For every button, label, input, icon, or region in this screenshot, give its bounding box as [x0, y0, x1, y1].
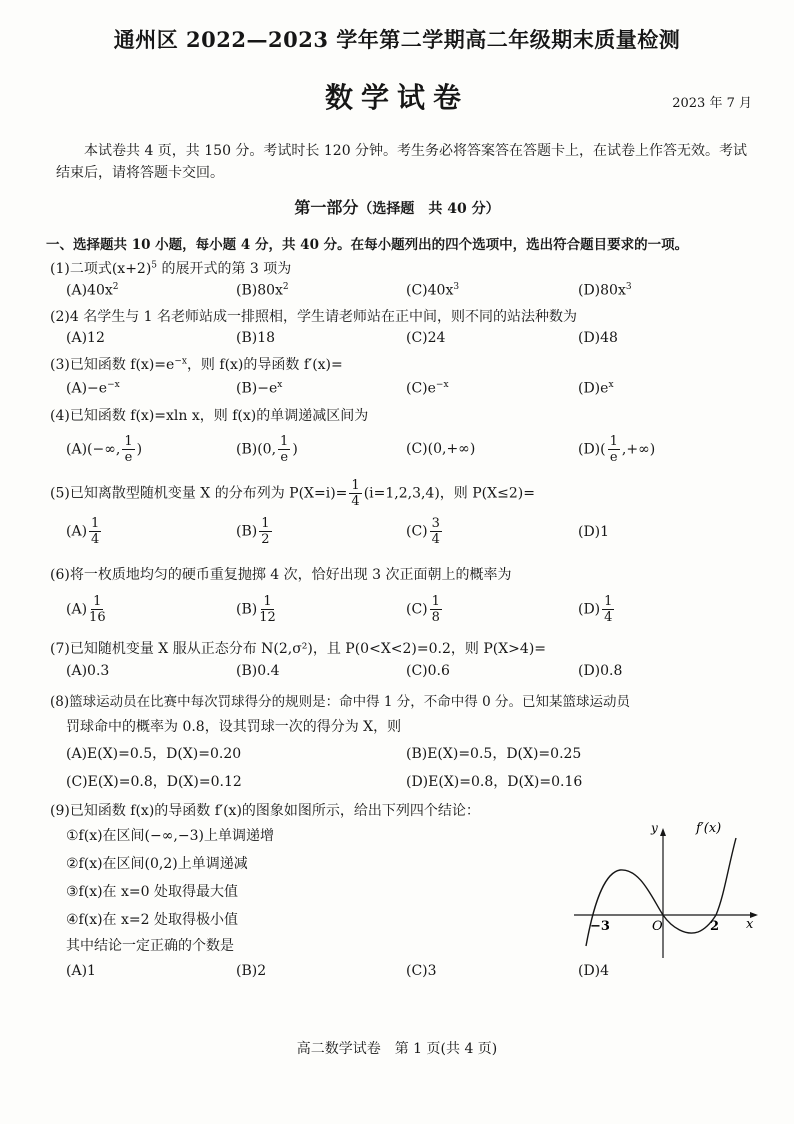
q9-stem: (9)已知函数 f(x)的导函数 f′(x)的图象如图所示，给出下列四个结论：: [50, 803, 480, 819]
q7-option-a: (A)0.3: [66, 663, 110, 679]
q4-option-c: (C)(0,+∞): [406, 441, 476, 457]
q5-option-d: (D)1: [578, 524, 610, 540]
part-one-heading: [0, 195, 794, 218]
q5-option-c: (C) $\frac{3}{4}$: [406, 516, 440, 547]
part-one-title: 第一部分: [294, 198, 359, 217]
q3-option-d: $(D)e^x$: [578, 380, 614, 397]
q9-statement-4: ④f(x)在 x=2 处取得极小值: [66, 912, 238, 928]
q6-option-b: (B) $\frac{1}{12}$: [236, 594, 276, 625]
exam-intro: 本试卷共 4 页，共 150 分。考试时长 120 分钟。考生务必将答案答在答题卡上，在试卷上作答无效。考试结束后，请将答题卡交回。: [56, 143, 748, 181]
q9-option-d: (D)4: [578, 963, 610, 979]
q9-option-c: (C)3: [406, 963, 437, 979]
q4-option-a: (A)(−∞, $\frac{1}{e}$ ): [66, 434, 143, 465]
q7-option-d: (D)0.8: [578, 663, 623, 679]
q5-option-a: (A) $\frac{1}{4}$: [66, 516, 100, 547]
derivative-graph: [568, 818, 768, 968]
q7-option-c: (C)0.6: [406, 663, 450, 679]
q2-option-c: (C)24: [406, 330, 446, 346]
q2-option-b: (B)18: [236, 330, 276, 346]
q1-option-d: $(D)80x^3$: [578, 282, 632, 299]
q6-option-d: (D) $\frac{1}{4}$: [578, 594, 613, 625]
q3-option-c: $(C)e^{-x}$: [406, 380, 449, 397]
q8-stem-line2: 罚球命中的概率为 0.8，设其罚球一次的得分为 X，则: [66, 719, 402, 735]
q9-question: 其中结论一定正确的个数是: [66, 938, 234, 954]
q8-option-a: (A)E(X)=0.5，D(X)=0.20: [66, 746, 242, 762]
q1-option-a: $(A)40x^2$: [66, 282, 119, 299]
q6-option-c: (C) $\frac{1}{8}$: [406, 594, 440, 625]
section-instruction: 一、选择题共 10 小题，每小题 4 分，共 40 分。在每小题列出的四个选项中，选出符合题目要求的一项。: [46, 237, 689, 253]
q8-stem-line1: (8)篮球运动员在比赛中每次罚球得分的规则是：命中得 1 分，不命中得 0 分。已知某篮球运动员: [50, 694, 630, 710]
q2-option-d: (D)48: [578, 330, 618, 346]
q9-statement-3: ③f(x)在 x=0 处取得最大值: [66, 884, 238, 900]
q3-option-a: $(A)-e^{-x}$: [66, 380, 120, 397]
graph-label-y: y: [651, 821, 658, 835]
q4-option-d: (D)( $\frac{1}{e}$ ,+∞): [578, 434, 656, 465]
q1-option-b: $(B)80x^2$: [236, 282, 289, 299]
graph-label-2: 2: [710, 919, 720, 934]
q4-option-b: (B)(0, $\frac{1}{e}$ ): [236, 434, 298, 465]
q9-statement-1: ①f(x)在区间(−∞,−3)上单调递增: [66, 828, 274, 844]
q9-statement-2: ②f(x)在区间(0,2)上单调递减: [66, 856, 248, 872]
graph-label-origin: O: [652, 919, 663, 934]
part-one-note: （选择题 共 40 分）: [358, 201, 500, 217]
q3-option-b: $(B)-e^x$: [236, 380, 283, 397]
q4-stem: (4)已知函数 f(x)=xln x，则 f(x)的单调递减区间为: [50, 408, 369, 424]
q8-option-c: (C)E(X)=0.8，D(X)=0.12: [66, 774, 242, 790]
q2-stem: (2)4 名学生与 1 名老师站成一排照相，学生请老师站在正中间，则不同的站法种数为: [50, 309, 577, 325]
q6-option-a: (A) $\frac{1}{16}$: [66, 594, 106, 625]
q9-option-b: (B)2: [236, 963, 267, 979]
page-footer: 高二数学试卷 第 1 页(共 4 页): [296, 1041, 498, 1057]
graph-label-fprime: f′(x): [696, 821, 722, 836]
q7-option-b: (B)0.4: [236, 663, 280, 679]
q8-option-b: (B)E(X)=0.5，D(X)=0.25: [406, 746, 582, 762]
q6-stem: (6)将一枚质地均匀的硬币重复抛掷 4 次，恰好出现 3 次正面朝上的概率为: [50, 567, 512, 583]
q9-option-a: (A)1: [66, 963, 96, 979]
q1-stem: (1)二项式$(x+2)^5$ 的展开式的第 3 项为: [50, 260, 292, 277]
y-axis-arrow-icon: [660, 828, 666, 836]
q3-stem: (3)已知函数 $f(x)=e^{-x}$，则 f(x)的导函数 f′(x)=: [50, 356, 343, 373]
q1-option-c: $(C)40x^3$: [406, 282, 460, 299]
q2-option-a: (A)12: [66, 330, 105, 346]
q5-option-b: (B) $\frac{1}{2}$: [236, 516, 270, 547]
q8-option-d: (D)E(X)=0.8，D(X)=0.16: [406, 774, 583, 790]
exam-subtitle: 数学试卷: [324, 81, 469, 114]
exam-date: 2023 年 7 月: [672, 96, 752, 111]
exam-title: 通州区 2022—2023 学年第二学期高二年级期末质量检测: [113, 27, 681, 52]
graph-label-neg3: −3: [590, 919, 610, 934]
q5-stem: (5)已知离散型随机变量 X 的分布列为 P(X=i)= $\frac{1}{4}$ (i=1,2,3,4)，则 P(X≤2)=: [50, 478, 535, 509]
graph-label-x: x: [746, 917, 754, 932]
q7-stem: (7)已知随机变量 X 服从正态分布 N(2,σ²)，且 P(0<X<2)=0.2，则 P(X>4)=: [50, 641, 547, 657]
